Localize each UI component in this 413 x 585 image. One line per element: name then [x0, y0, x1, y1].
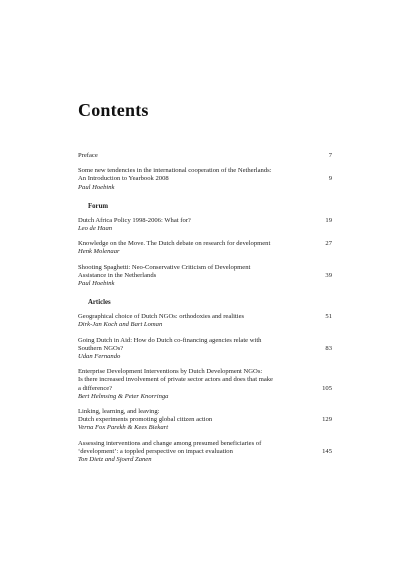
entry-page-number: 7 [328, 152, 332, 159]
entry-page-number: 9 [328, 175, 332, 183]
entry-page-number: 39 [325, 271, 332, 279]
toc-entry [78, 440, 332, 465]
entry-title-line: Is there increased involvement of private sector actors and does that make [78, 376, 273, 384]
entry-title-line: Shooting Spaghetti: Neo-Conservative Criticism of Development [78, 263, 251, 271]
entry-title-line: Knowledge on the Move. The Dutch debate on research for development [78, 240, 271, 248]
entry-authors: Paul Hoebink [78, 280, 115, 288]
toc-entry [78, 240, 332, 256]
toc-entry [78, 408, 332, 433]
section-heading-articles: Articles [88, 299, 111, 307]
entry-title-line: Geographical choice of Dutch NGOs: orthodoxies and realities [78, 313, 245, 321]
entry-title-line: Some new tendencies in the international cooperation of the Netherlands: [78, 167, 272, 175]
entry-page-number: 129 [322, 416, 332, 424]
entry-authors: Leo de Haan [78, 225, 113, 233]
entry-title-line: ‘development’: a toppled perspective on impact evaluation [78, 447, 233, 455]
entry-title-line: Southern NGOs? [78, 344, 124, 352]
page-title: Contents [78, 100, 149, 120]
entry-title-line: Dutch experiments promoting global citizen action [78, 416, 213, 424]
table-of-contents [78, 152, 332, 471]
entry-title-line: Going Dutch in Aid: How do Dutch co-financing agencies relate with [78, 336, 262, 344]
toc-entry [78, 313, 332, 329]
toc-entry [78, 264, 332, 289]
entry-page-number: 105 [322, 384, 332, 392]
entry-authors: Verna Fox Parekh & Kees Biekart [78, 424, 169, 432]
entry-authors: Ton Dietz and Sjoerd Zanen [78, 456, 152, 464]
entry-title-line: a difference? [78, 384, 113, 392]
entry-title-line: Assistance in the Netherlands [78, 271, 157, 279]
entry-title-line: Enterprise Development Interventions by Dutch Development NGOs: [78, 368, 263, 376]
entry-page-number: 83 [325, 344, 332, 352]
entry-page-number: 145 [322, 447, 332, 455]
entry-title-line: Assessing interventions and change among presumed beneficiaries of [78, 439, 262, 447]
entry-page-number: 51 [325, 313, 332, 321]
entry-title-line: Dutch Africa Policy 1998-2006: What for? [78, 216, 191, 224]
entry-title: Preface [78, 152, 98, 159]
entry-page-number: 27 [325, 240, 332, 248]
entry-authors: Udan Fernando [78, 353, 121, 361]
entry-authors: Henk Molenaar [78, 248, 120, 256]
toc-entry [78, 217, 332, 233]
entry-title-line: An Introduction to Yearbook 2008 [78, 175, 169, 183]
entry-title-line: Linking, learning, and leaving: [78, 408, 160, 416]
entry-authors: Paul Hoebink [78, 183, 115, 191]
toc-entry-preface [78, 152, 332, 160]
entry-page-number: 19 [325, 216, 332, 224]
entry-authors: Dirk-Jan Koch and Bart Loman [78, 321, 163, 329]
toc-entry-introduction [78, 167, 332, 192]
toc-entry [78, 368, 332, 401]
entry-authors: Bert Helmsing & Peter Knorringa [78, 392, 169, 400]
toc-entry [78, 337, 332, 362]
section-heading-forum: Forum [88, 202, 109, 210]
